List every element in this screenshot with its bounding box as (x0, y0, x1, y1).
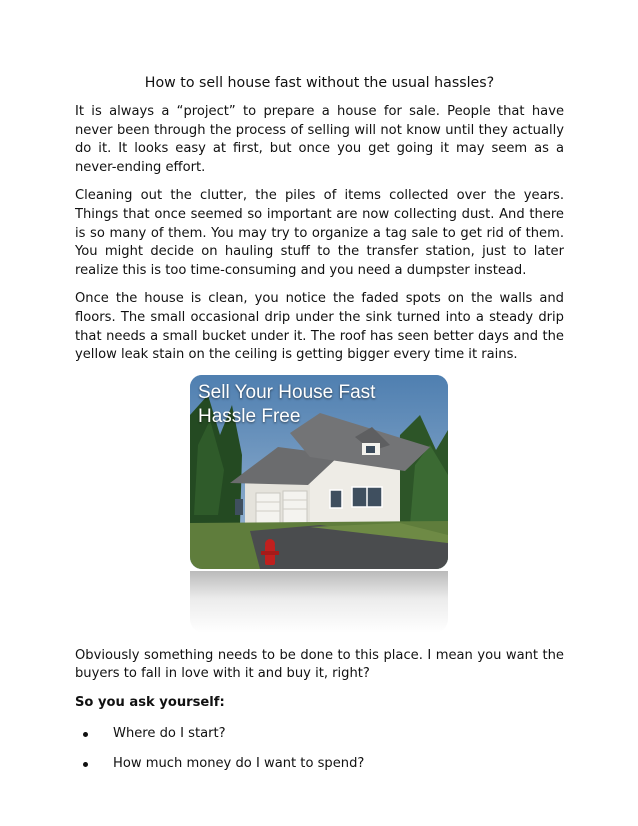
list-item-text: Where do I start? (113, 725, 226, 741)
paragraph-intro: It is always a “project” to prepare a house for sale. People that have never been through the process of selling will not know until they actually do it. It looks easy at first, but once you get going it may seem as a never-ending effort. (75, 104, 564, 175)
bullet-icon (83, 762, 88, 767)
paragraph-clutter: Cleaning out the clutter, the piles of items collected over the years. Things that once seemed so important are now collecting dust. And there is so many of them. You may try to organize a tag sale to get rid of them. You might decide on hauling stuff to the transfer station, just to later realize this is too time-consuming and you need a dumpster instead. (75, 188, 564, 278)
image-reflection (190, 571, 448, 633)
bullet-icon (83, 732, 88, 737)
list-item (75, 755, 564, 774)
document-title: How to sell house fast without the usual hassles? (144, 75, 495, 91)
question-list (75, 725, 564, 774)
paragraph-repairs: Once the house is clean, you notice the faded spots on the walls and floors. The small occasional drip under the sink turned into a steady drip that needs a small bucket under it. The roof has seen better days and the yellow leak stain on the ceiling is getting bigger every time it rains. (75, 291, 564, 363)
paragraph-after-image: Obviously something needs to be done to this place. I mean you want the buyers to fall in love with it and buy it, right? (75, 647, 564, 682)
banner-line-2: Hassle Free (198, 405, 301, 427)
house-photo (190, 375, 448, 569)
banner-line-1: Sell Your House Fast (198, 381, 376, 403)
document-content (75, 74, 564, 786)
house-figure (75, 375, 564, 633)
question-heading: So you ask yourself: (75, 694, 225, 710)
list-item (75, 725, 564, 744)
list-item-text: How much money do I want to spend? (113, 756, 365, 772)
image-banner (198, 381, 375, 429)
